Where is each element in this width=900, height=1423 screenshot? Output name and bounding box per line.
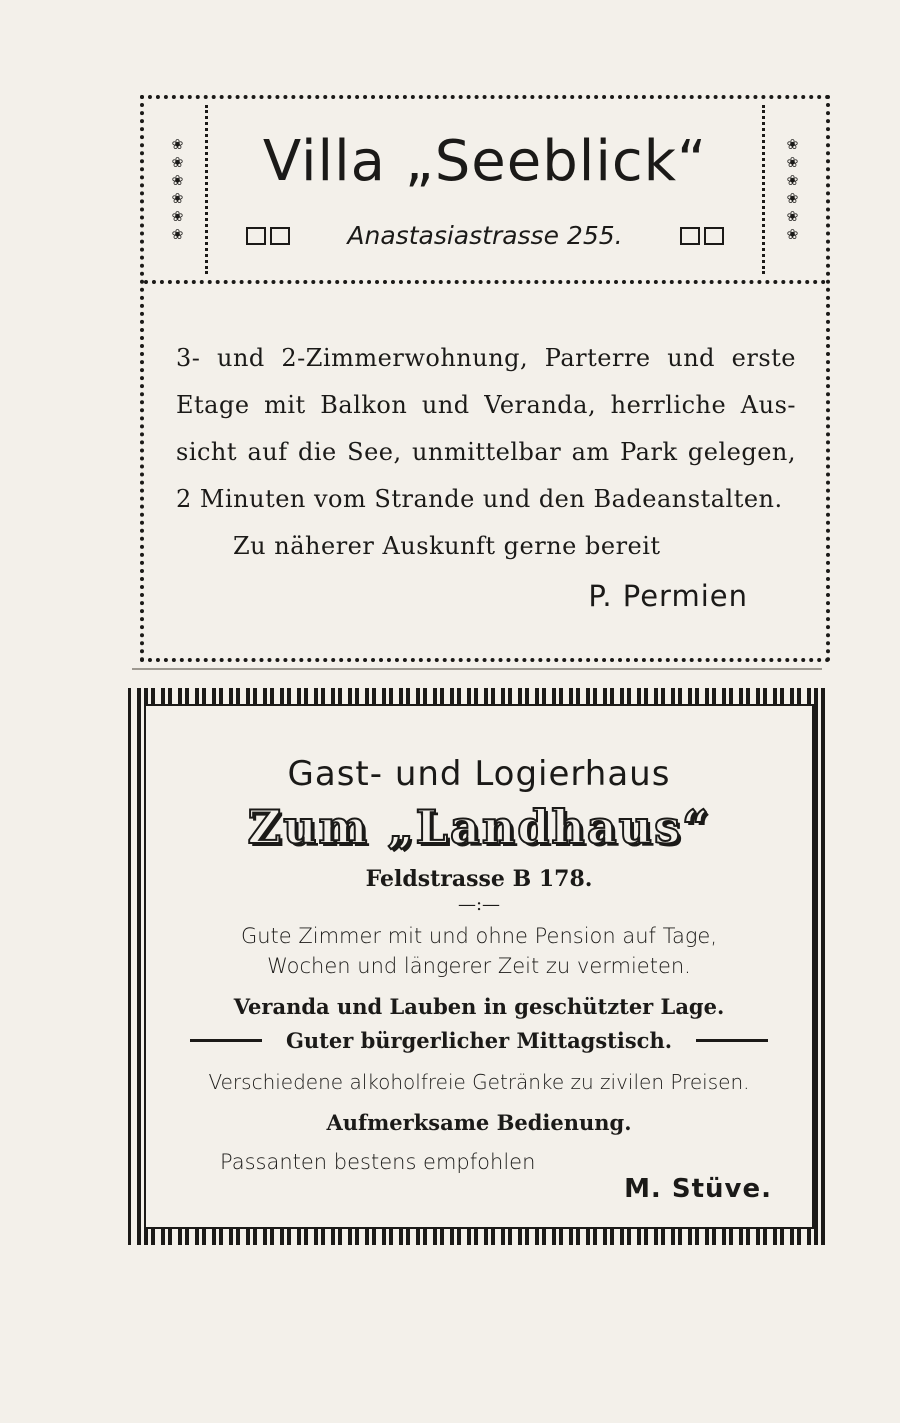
signature: M. Stüve. [624, 1174, 772, 1204]
flower-ornament-icon: ❀ [171, 136, 184, 153]
body-line: sicht auf die See, unmittelbar am Park gelegen, [176, 438, 796, 466]
dash-rule [190, 1039, 262, 1042]
ad-title: Zum „Landhaus“ [247, 800, 711, 854]
square-ornament-icon [680, 227, 724, 245]
landhaus-ad [128, 688, 830, 1245]
body-line: Etage mit Balkon und Veranda, herrliche Aus- [176, 391, 796, 419]
address-line [214, 221, 756, 250]
flower-ornament-icon: ❀ [786, 190, 799, 207]
text-line: Gute Zimmer mit und ohne Pension auf Tage, [240, 924, 718, 948]
address: Anastasiastrasse 255. [347, 221, 623, 250]
flower-ornament-icon: ❀ [171, 172, 184, 189]
separator: —:— [457, 894, 501, 915]
ad-body [176, 335, 796, 570]
flower-ornament-icon: ❀ [171, 190, 184, 207]
address: Feldstrasse B 178. [365, 866, 593, 892]
flower-ornament-icon: ❀ [786, 208, 799, 225]
contact-line: Zu näherer Auskunft gerne bereit [233, 532, 661, 560]
left-ornament-column [150, 105, 208, 274]
ad-header [144, 99, 826, 284]
ad-title: Villa „Seeblick“ [262, 129, 708, 194]
flower-ornament-icon: ❀ [171, 208, 184, 225]
text-line: Passanten bestens empfohlen [220, 1150, 536, 1174]
flower-ornament-icon: ❀ [171, 154, 184, 171]
body-line: 2 Minuten vom Strande und den Badeanstalten. [176, 485, 783, 513]
text-line: Wochen und längerer Zeit zu vermieten. [267, 954, 691, 978]
ad-frame [144, 704, 814, 1229]
body-line: 3- und 2-Zimmerwohnung, Parterre und erste [176, 344, 796, 372]
text-line: Veranda und Lauben in geschützter Lage. [233, 994, 725, 1019]
text-line: Guter bürgerlicher Mittagstisch. [285, 1028, 673, 1053]
flower-ornament-icon: ❀ [171, 226, 184, 243]
right-ornament-column [762, 105, 820, 274]
divider [132, 668, 822, 670]
text-line: Aufmerksame Bedienung. [326, 1110, 632, 1135]
flower-ornament-icon: ❀ [786, 172, 799, 189]
text-line: Verschiedene alkoholfreie Getränke zu zivilen Preisen. [208, 1070, 750, 1094]
text-line-with-dashes [190, 1028, 768, 1053]
flower-ornament-icon: ❀ [786, 226, 799, 243]
flower-ornament-icon: ❀ [786, 136, 799, 153]
square-ornament-icon [246, 227, 290, 245]
ad-heading: Gast- und Logierhaus [287, 754, 671, 794]
signature: P. Permien [588, 579, 748, 613]
villa-seeblick-ad [140, 95, 830, 662]
dash-rule [696, 1039, 768, 1042]
flower-ornament-icon: ❀ [786, 154, 799, 171]
